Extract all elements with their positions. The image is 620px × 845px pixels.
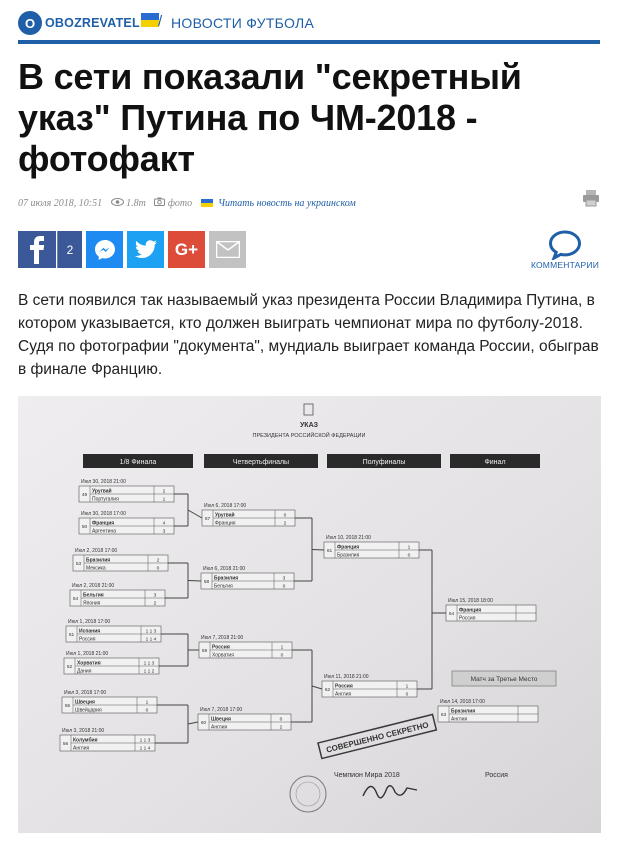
team-name: Швейцария	[75, 707, 102, 714]
team-score: 2	[153, 601, 157, 607]
team-score: 0	[405, 692, 409, 698]
translate-link[interactable]: Читать новость на украинском	[218, 197, 356, 209]
round-header-label: Финал	[484, 459, 506, 466]
team-name: Бельгия	[83, 592, 104, 599]
team-name: Бразилия	[86, 557, 111, 564]
match-number: 58	[203, 580, 210, 585]
team-name: Испания	[79, 628, 101, 635]
decree-photo	[18, 396, 601, 833]
match-number: 52	[66, 665, 73, 670]
team-name: Хорватия	[212, 652, 234, 659]
round-header-label: Четвертьфиналы	[232, 459, 290, 466]
match-date: Июл 10, 2018 21:00	[326, 535, 371, 541]
team-name: Япония	[83, 600, 101, 607]
ukraine-flag-icon	[201, 199, 213, 207]
facebook-share-button[interactable]	[18, 231, 56, 268]
team-name: Россия	[335, 683, 353, 690]
ukraine-flag-icon	[141, 13, 159, 27]
share-bar	[18, 231, 250, 268]
team-name: Дания	[77, 668, 92, 675]
team-name: Россия	[79, 636, 96, 643]
bracket-document	[18, 396, 601, 833]
speech-bubble-icon	[548, 230, 582, 260]
team-name: Россия	[459, 615, 476, 622]
match-number: 50	[81, 525, 88, 530]
header-divider	[18, 40, 600, 44]
messenger-icon	[93, 238, 117, 262]
third-place-label: Матч за Третье Место	[470, 676, 538, 683]
team-name: Колумбия	[73, 737, 98, 744]
eye-icon	[111, 198, 124, 209]
match-date: Июл 2, 2018 21:00	[72, 583, 115, 589]
team-score: 0	[283, 513, 287, 519]
match-number: 63	[440, 713, 447, 718]
google-plus-share-button[interactable]	[168, 231, 205, 268]
facebook-icon	[28, 236, 46, 264]
team-name: Бельгия	[214, 583, 233, 590]
team-score: 3	[282, 576, 286, 582]
twitter-share-button[interactable]	[127, 231, 164, 268]
decree-subheading: ПРЕЗИДЕНТА РОССИЙСКОЙ ФЕДЕРАЦИИ	[252, 433, 366, 439]
match-number: 64	[448, 612, 455, 617]
team-score: 0	[282, 584, 286, 590]
match-date: Июл 6, 2018 21:00	[203, 566, 246, 572]
facebook-share-count: 2	[57, 231, 82, 268]
email-share-button[interactable]	[209, 231, 246, 268]
match-date: Июл 3, 2018 17:00	[64, 690, 107, 696]
twitter-icon	[134, 240, 158, 260]
round-header-label: Полуфиналы	[362, 459, 406, 466]
logo-text: OBOZREVATEL	[45, 16, 140, 30]
team-score: 0	[279, 717, 283, 723]
stamp-text: СОВЕРШЕННО СЕКРЕТНО	[325, 720, 430, 755]
team-name: Бразилия	[451, 708, 476, 715]
match-number: 62	[324, 688, 331, 693]
bracket-line	[312, 550, 324, 551]
article-date: 07 июля 2018, 10:51	[18, 197, 103, 209]
team-score: 2	[279, 725, 283, 731]
comments-label: КОММЕНТАРИИ	[530, 260, 600, 270]
logo-mark: O	[18, 11, 42, 35]
match-number: 59	[201, 649, 208, 654]
team-name: Франция	[337, 544, 360, 551]
team-score: 0	[145, 708, 149, 714]
match-date: Июл 30, 2018 17:00	[81, 511, 126, 517]
team-name: Англия	[451, 716, 468, 723]
match-date: Июл 7, 2018 17:00	[200, 707, 243, 713]
team-name: Швеция	[211, 716, 231, 723]
match-date: Июл 7, 2018 21:00	[201, 635, 244, 641]
team-name: Англия	[335, 691, 352, 698]
team-score: 1 1 2	[143, 669, 155, 675]
article-lead: В сети появился так называемый указ президента России Владимира Путина, в котором указывается, кто должен выиграть чемпионат мира по футболу-2018. Судя по фотографии "документа", мундиаль выиграет команда России, обыграв в финале Францию.	[18, 292, 599, 378]
breadcrumb-separator: /	[158, 13, 163, 30]
messenger-share-button[interactable]	[86, 231, 123, 268]
team-score: 2	[162, 489, 166, 495]
match-date: Июл 15, 2018 18:00	[448, 598, 493, 604]
match-date: Июл 3, 2018 21:00	[62, 728, 105, 734]
team-name: Англия	[211, 724, 228, 731]
team-score: 1 1 4	[145, 637, 157, 643]
team-name: Франция	[215, 520, 236, 527]
match-number: 55	[64, 704, 71, 709]
team-name: Бразилия	[337, 552, 360, 559]
match-date: Июл 1, 2018 17:00	[68, 619, 111, 625]
team-score: 2	[156, 558, 160, 564]
match-date: Июл 1, 2018 21:00	[66, 651, 109, 657]
team-name: Швеция	[75, 699, 95, 706]
team-name: Португалия	[92, 496, 119, 503]
match-number: 60	[200, 721, 207, 726]
team-score: 1	[145, 700, 149, 706]
match-number: 56	[62, 742, 69, 747]
photo-label: фото	[167, 197, 193, 209]
round-header-label: 1/8 Финала	[119, 459, 157, 466]
team-score: 0	[407, 553, 411, 559]
team-name: Россия	[212, 644, 230, 651]
champion-value: Россия	[485, 772, 508, 779]
team-name: Уругвай	[92, 488, 112, 495]
team-name: Хорватия	[77, 660, 101, 667]
team-name: Уругвай	[215, 512, 235, 519]
team-score: 2	[283, 521, 287, 527]
champion-label: Чемпион Мира 2018	[334, 772, 400, 779]
match-number: 54	[72, 597, 79, 602]
team-score: 3	[162, 529, 166, 535]
print-icon[interactable]	[582, 189, 600, 207]
team-name: Англия	[73, 745, 90, 752]
team-score: 1	[162, 497, 166, 503]
team-score: 3	[153, 593, 157, 599]
site-logo[interactable]	[18, 10, 159, 36]
team-score: 0	[156, 566, 160, 572]
team-name: Мексика	[86, 565, 106, 572]
camera-icon	[154, 197, 165, 209]
team-score: 0	[280, 653, 284, 659]
comments-button[interactable]	[528, 230, 602, 272]
match-date: Июл 6, 2018 17:00	[204, 503, 247, 509]
team-score: 1	[405, 684, 409, 690]
team-score: 1 1 3	[143, 661, 155, 667]
match-number: 51	[68, 633, 75, 638]
team-score: 1 1 3	[139, 738, 151, 744]
google-plus-icon: G+	[174, 239, 199, 259]
match-date: Июл 11, 2018 21:00	[324, 674, 369, 680]
views-count: 1.8т	[126, 197, 146, 209]
team-score: 1 1 3	[145, 629, 157, 635]
team-score: 1	[407, 545, 411, 551]
team-name: Бразилия	[214, 575, 239, 582]
mail-icon	[216, 241, 240, 258]
match-date: Июл 30, 2018 21:00	[81, 479, 126, 485]
team-score: 1	[280, 645, 284, 651]
match-number: 53	[75, 562, 82, 567]
team-score: 1 1 4	[139, 746, 151, 752]
match-number: 61	[326, 549, 333, 554]
article-title: В сети показали "секретный указ" Путина по ЧМ-2018 - фотофакт	[18, 56, 522, 179]
match-number: 57	[204, 517, 211, 522]
team-name: Аргентина	[92, 528, 116, 535]
site-header	[18, 10, 600, 42]
match-number: 49	[81, 493, 88, 498]
team-name: Франция	[92, 520, 115, 527]
article-meta	[18, 197, 600, 211]
decree-heading: УКАЗ	[299, 422, 319, 429]
team-name: Франция	[459, 607, 482, 614]
match-date: Июл 2, 2018 17:00	[75, 548, 118, 554]
section-link[interactable]: НОВОСТИ ФУТБОЛА	[171, 15, 315, 31]
team-score: 4	[162, 521, 166, 527]
bracket-line	[188, 581, 201, 582]
match-date: Июл 14, 2018 17:00	[440, 699, 485, 705]
